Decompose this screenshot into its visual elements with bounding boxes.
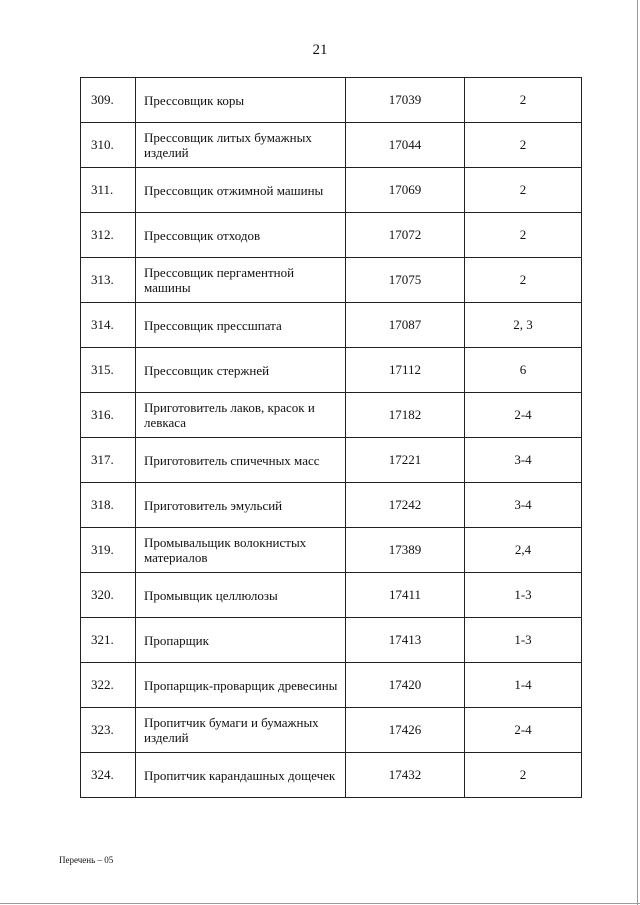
occupation-name: Промывщик целлюлозы [136, 573, 346, 618]
occupation-name: Прессовщик стержней [136, 348, 346, 393]
row-number: 312. [81, 213, 136, 258]
hazard-class: 2 [465, 78, 582, 123]
occupation-code: 17426 [346, 708, 465, 753]
row-number: 309. [81, 78, 136, 123]
row-number: 320. [81, 573, 136, 618]
occupation-name: Промывальщик волокнистых материалов [136, 528, 346, 573]
occupation-code: 17413 [346, 618, 465, 663]
document-footer: Перечень – 05 [59, 855, 114, 865]
occupation-code: 17112 [346, 348, 465, 393]
table-row [81, 213, 582, 258]
table-row [81, 258, 582, 303]
occupation-name: Прессовщик отходов [136, 213, 346, 258]
table-row [81, 123, 582, 168]
occupation-name: Пропитчик бумаги и бумажных изделий [136, 708, 346, 753]
occupation-name: Прессовщик прессшпата [136, 303, 346, 348]
table-row [81, 663, 582, 708]
row-number: 314. [81, 303, 136, 348]
row-number: 323. [81, 708, 136, 753]
occupation-code: 17072 [346, 213, 465, 258]
hazard-class: 2-4 [465, 393, 582, 438]
table-row [81, 438, 582, 483]
table-row [81, 393, 582, 438]
hazard-class: 2 [465, 258, 582, 303]
occupation-code: 17411 [346, 573, 465, 618]
hazard-class: 2 [465, 168, 582, 213]
row-number: 315. [81, 348, 136, 393]
occupation-code: 17420 [346, 663, 465, 708]
table-row [81, 618, 582, 663]
row-number: 313. [81, 258, 136, 303]
occupation-name: Пропарщик-проварщик древесины [136, 663, 346, 708]
occupation-name: Прессовщик пергаментной машины [136, 258, 346, 303]
scan-bottom-edge [0, 903, 640, 904]
hazard-class: 1-3 [465, 573, 582, 618]
occupation-code: 17069 [346, 168, 465, 213]
table-row [81, 168, 582, 213]
row-number: 318. [81, 483, 136, 528]
occupation-name: Пропарщик [136, 618, 346, 663]
scan-right-edge [637, 0, 638, 905]
table-row [81, 303, 582, 348]
occupation-code: 17039 [346, 78, 465, 123]
hazard-class: 2, 3 [465, 303, 582, 348]
hazard-class: 2 [465, 753, 582, 798]
hazard-class: 1-4 [465, 663, 582, 708]
occupation-code: 17221 [346, 438, 465, 483]
table-row [81, 573, 582, 618]
occupation-code: 17389 [346, 528, 465, 573]
row-number: 317. [81, 438, 136, 483]
hazard-class: 2-4 [465, 708, 582, 753]
table-row [81, 528, 582, 573]
occupations-table [80, 77, 582, 798]
occupation-code: 17075 [346, 258, 465, 303]
row-number: 322. [81, 663, 136, 708]
occupation-name: Пропитчик карандашных дощечек [136, 753, 346, 798]
occupation-name: Прессовщик отжимной машины [136, 168, 346, 213]
occupation-name: Приготовитель спичечных масс [136, 438, 346, 483]
row-number: 321. [81, 618, 136, 663]
hazard-class: 6 [465, 348, 582, 393]
occupation-name: Приготовитель эмульсий [136, 483, 346, 528]
hazard-class: 3-4 [465, 483, 582, 528]
occupation-code: 17044 [346, 123, 465, 168]
occupation-code: 17242 [346, 483, 465, 528]
row-number: 316. [81, 393, 136, 438]
occupation-code: 17087 [346, 303, 465, 348]
table-row [81, 348, 582, 393]
row-number: 310. [81, 123, 136, 168]
occupation-name: Приготовитель лаков, красок и левкаса [136, 393, 346, 438]
hazard-class: 3-4 [465, 438, 582, 483]
hazard-class: 1-3 [465, 618, 582, 663]
table-row [81, 753, 582, 798]
hazard-class: 2,4 [465, 528, 582, 573]
table-row [81, 483, 582, 528]
hazard-class: 2 [465, 123, 582, 168]
occupation-code: 17432 [346, 753, 465, 798]
occupation-code: 17182 [346, 393, 465, 438]
hazard-class: 2 [465, 213, 582, 258]
page-number: 21 [312, 42, 328, 58]
table-body [81, 78, 582, 798]
table-row [81, 708, 582, 753]
table-row [81, 78, 582, 123]
row-number: 324. [81, 753, 136, 798]
row-number: 319. [81, 528, 136, 573]
row-number: 311. [81, 168, 136, 213]
occupation-name: Прессовщик коры [136, 78, 346, 123]
occupation-name: Прессовщик литых бумажных изделий [136, 123, 346, 168]
